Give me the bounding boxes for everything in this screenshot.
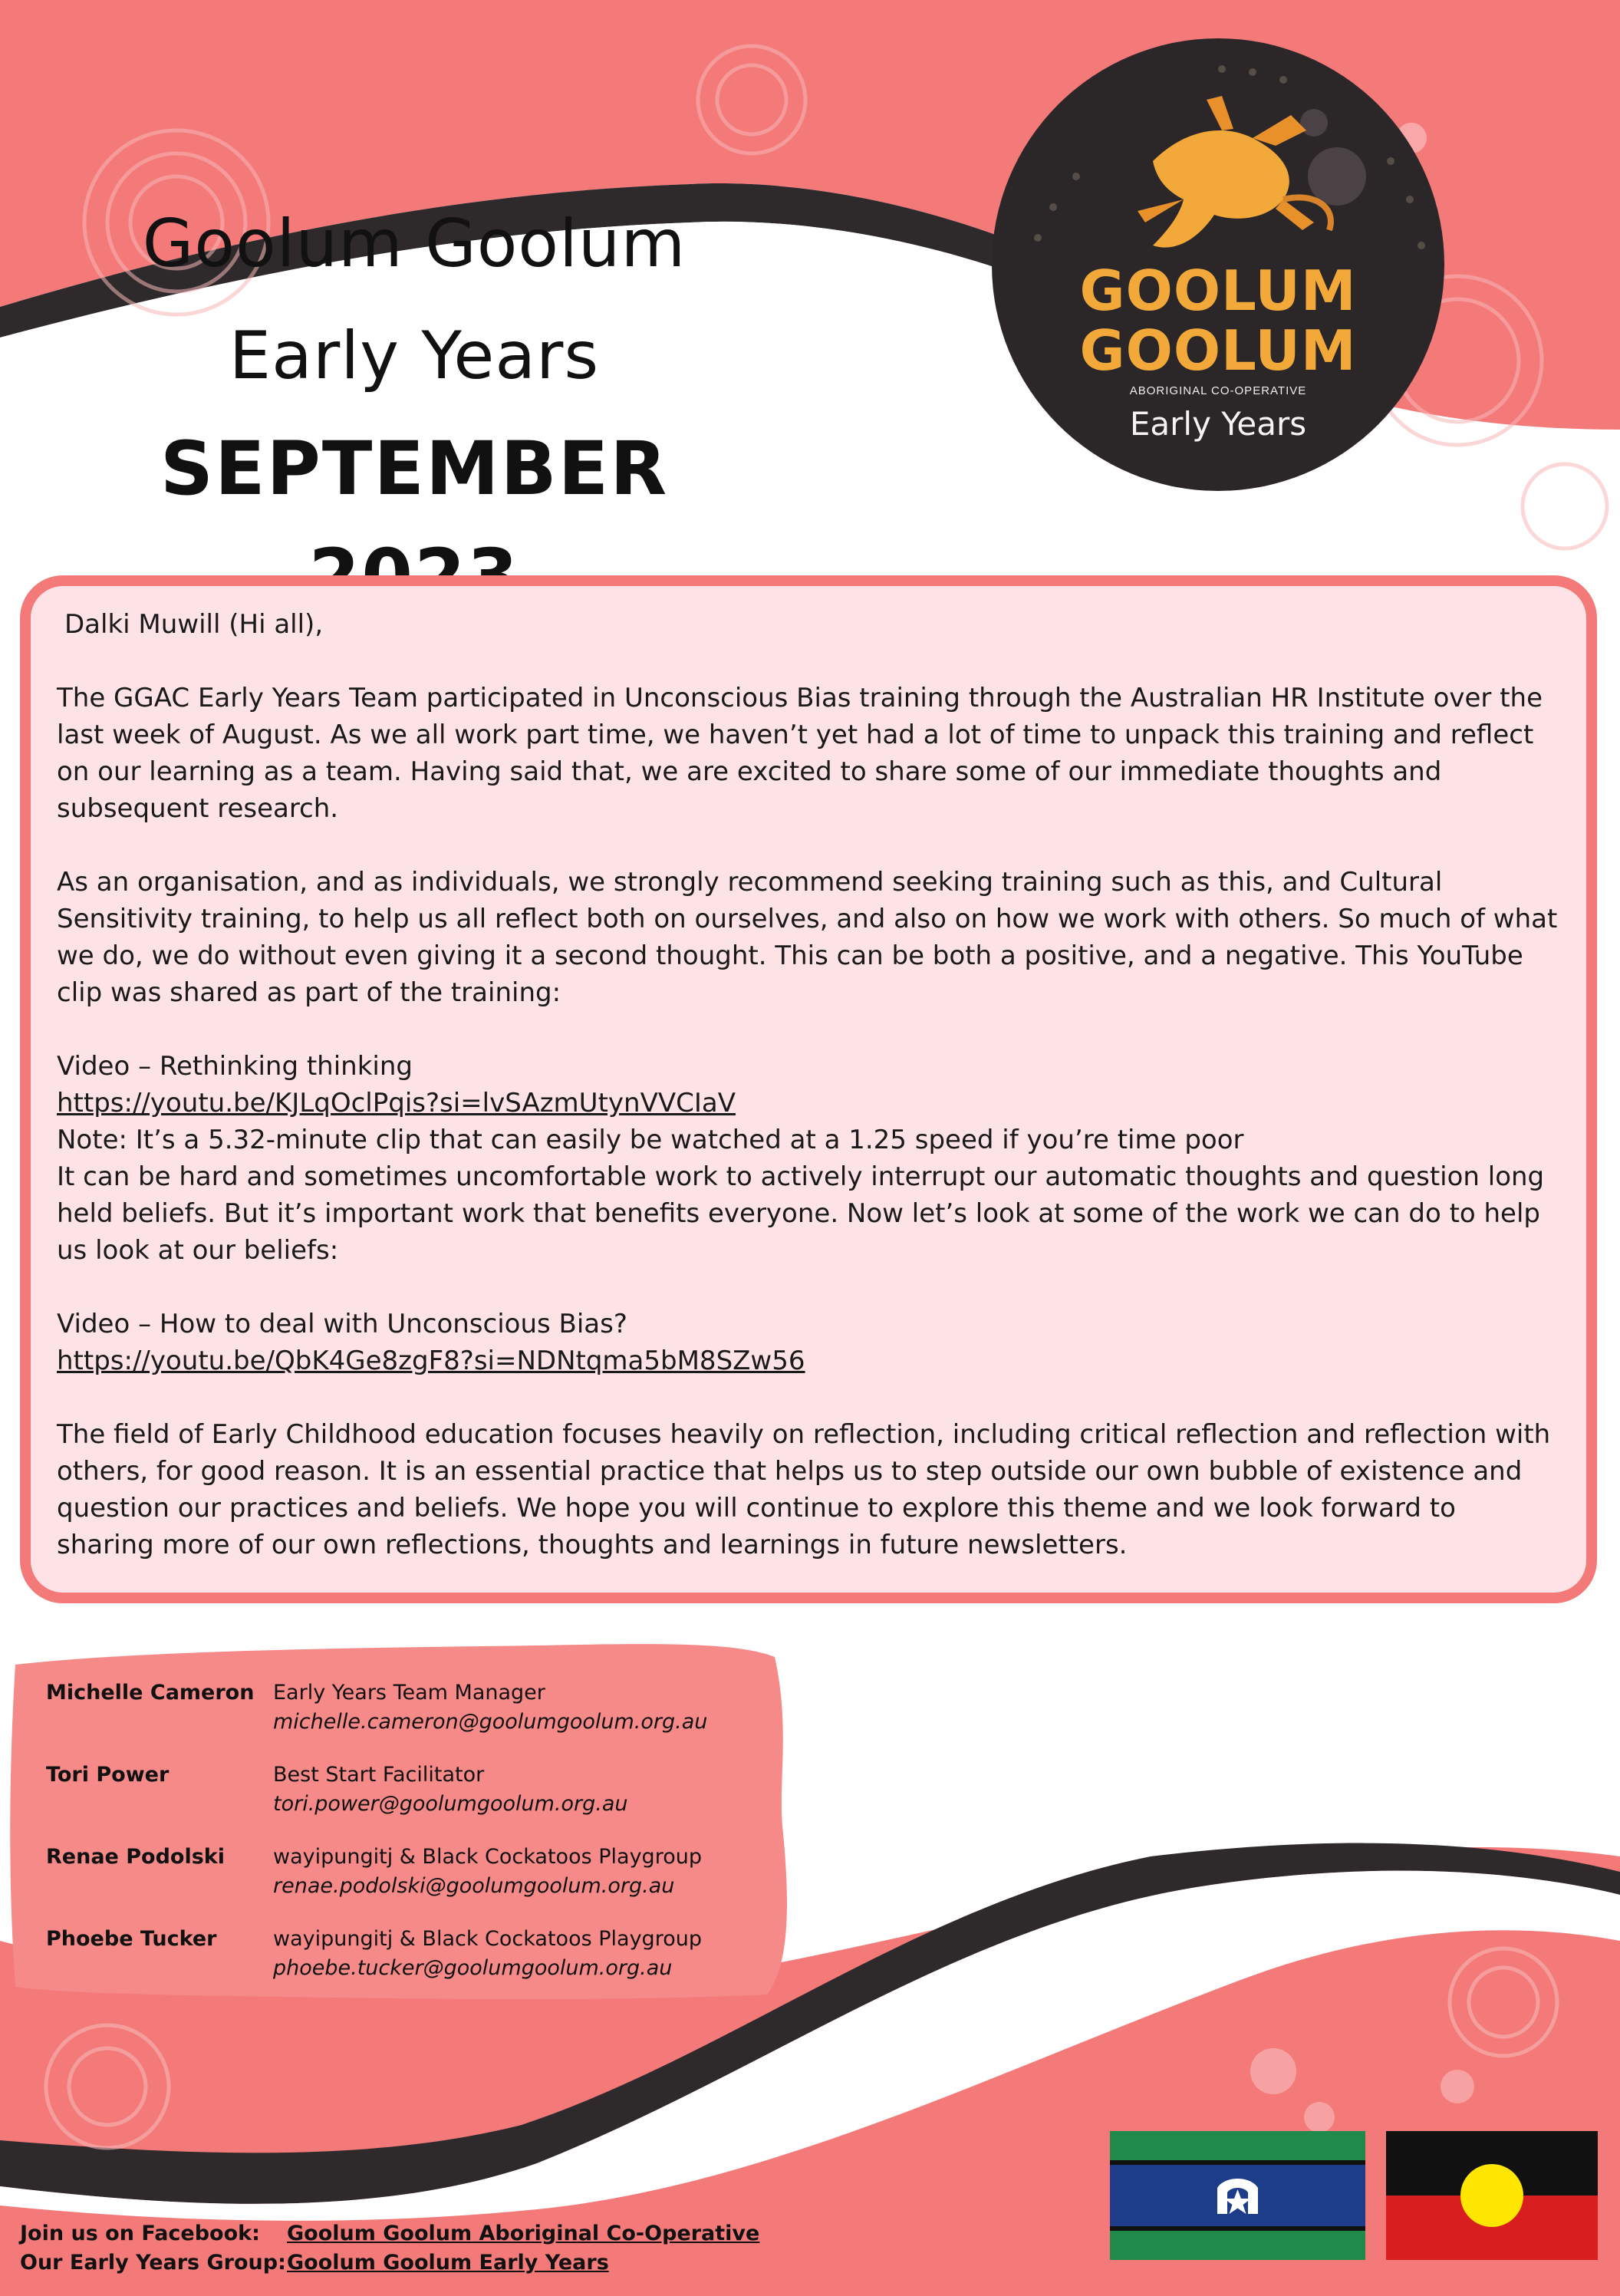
letter-box [20, 575, 1597, 1603]
torres-strait-flag-icon [1110, 2131, 1365, 2260]
video-1-link[interactable]: https://youtu.be/KJLqOclPqis?si=lvSAzmUtynVVCIaV [57, 1088, 736, 1118]
paragraph-4: The field of Early Childhood education focuses heavily on reflection, including critical reflection and reflection with others, for good reason. It is an essential practice that helps us to step outside our own bubble of existence and question our practices and beliefs. We hope you will continue to explore this theme and we look forward to sharing more of our own reflections, thoughts and learnings in future newsletters. [57, 1419, 1551, 1560]
contact-email[interactable]: michelle.cameron@goolumgoolum.org.au [273, 1710, 708, 1734]
goolum-logo [992, 38, 1444, 491]
contact-row [46, 1761, 782, 1819]
paragraph-1: The GGAC Early Years Team participated in Unconscious Bias training through the Australian HR Institute over the last week of August. As we all work part time, we haven’t yet had a lot of time to unpack this training and reflect on our learning as a team. Having said that, we are excited to share some of our immediate thoughts and subsequent research. [57, 683, 1543, 824]
video-2-link[interactable]: https://youtu.be/QbK4Ge8zgF8?si=NDNtqma5bM8SZw56 [57, 1346, 805, 1376]
contact-row [46, 1925, 782, 1983]
contact-email[interactable]: renae.podolski@goolumgoolum.org.au [273, 1874, 675, 1898]
contact-email[interactable]: phoebe.tucker@goolumgoolum.org.au [273, 1956, 673, 1980]
video-1-title: Video – Rethinking thinking [57, 1051, 413, 1082]
newsletter-date: SEPTEMBER [160, 426, 669, 512]
logo-name-line-1: GOOLUM [1079, 259, 1357, 323]
group-label: Our Early Years Group: [20, 2251, 286, 2275]
contact-email[interactable]: tori.power@goolumgoolum.org.au [273, 1792, 628, 1816]
paragraph-3: It can be hard and sometimes uncomfortable work to actively interrupt our automatic thoughts and question long held beliefs. But it’s important work that benefits everyone. Now let’s look at some of the work we can do to help us look at our beliefs: [57, 1161, 1545, 1266]
contact-role: wayipungitj & Black Cockatoos Playgroup [273, 1845, 702, 1869]
logo-subtitle: ABORIGINAL CO-OPERATIVE [1129, 384, 1307, 397]
contacts-list [46, 1678, 782, 2007]
logo-caption: Early Years [1129, 405, 1307, 443]
group-link[interactable]: Goolum Goolum Early Years [287, 2251, 609, 2275]
contact-name: Tori Power [46, 1763, 170, 1787]
contact-role: wayipungitj & Black Cockatoos Playgroup [273, 1927, 702, 1951]
paragraph-2: As an organisation, and as individuals, we strongly recommend seeking training such as this, and Cultural Sensitivity training, to help us all reflect both on ourselves, and also on how we work with others. So much of what we do, we do without even giving it a second thought. This can be both a positive, and a negative. This YouTube clip was shared as part of the training: [57, 867, 1558, 1008]
contact-name: Phoebe Tucker [46, 1927, 217, 1951]
title-line-2: Early Years [229, 318, 600, 394]
video-1-note: Note: It’s a 5.32-minute clip that can easily be watched at a 1.25 speed if you’re time poor [57, 1125, 1244, 1155]
video-2-title: Video – How to deal with Unconscious Bias? [57, 1309, 627, 1339]
facebook-label: Join us on Facebook: [20, 2222, 260, 2245]
facebook-link[interactable]: Goolum Goolum Aboriginal Co-Operative [287, 2222, 760, 2245]
footer [20, 2219, 759, 2278]
logo-name-line-2: GOOLUM [1079, 318, 1357, 383]
aboriginal-flag-icon [1386, 2131, 1598, 2260]
contact-name: Michelle Cameron [46, 1681, 255, 1705]
contact-role: Best Start Facilitator [273, 1763, 485, 1787]
contact-name: Renae Podolski [46, 1845, 226, 1869]
contact-row [46, 1678, 782, 1737]
contact-row [46, 1843, 782, 1901]
title-line-1: Goolum Goolum [142, 206, 687, 282]
greeting: Dalki Muwill (Hi all), [64, 609, 324, 640]
newsletter-title [92, 188, 736, 630]
contact-role: Early Years Team Manager [273, 1681, 545, 1705]
